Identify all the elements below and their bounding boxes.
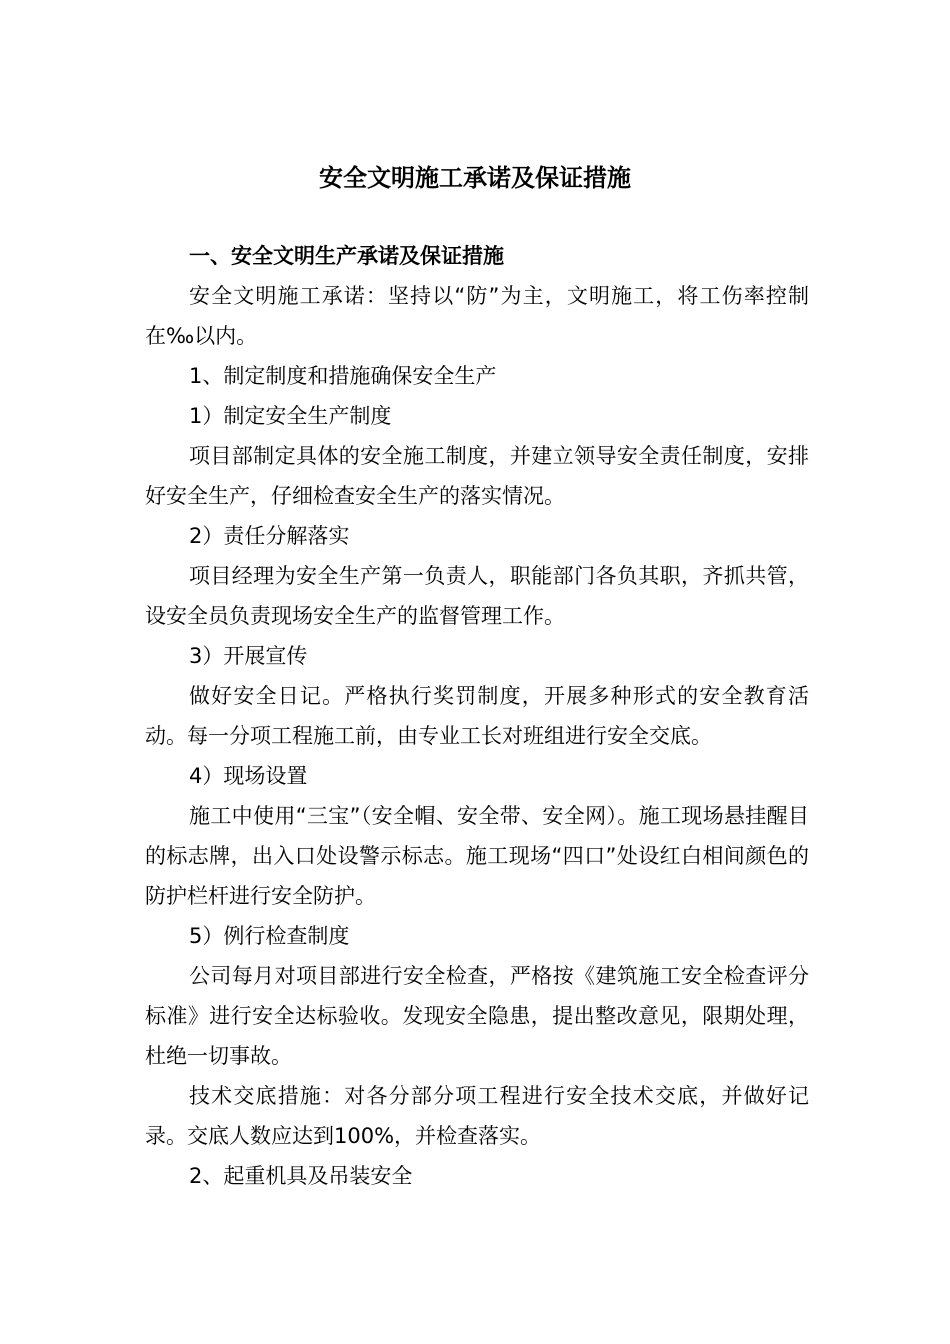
item-paragraph-4: 施工中使用“三宝”（安全帽、安全带、安全网）。施工现场悬挂醒目的标志牌，出入口处设警示标志。施工现场“四口”处设红白相间颜色的防护栏杆进行安全防护。 [145, 804, 809, 908]
item-paragraph-1: 项目部制定具体的安全施工制度，并建立领导安全责任制度，安排好安全生产，仔细检查安全生产的落实情况。 [145, 444, 809, 508]
item-paragraph-5: 公司每月对项目部进行安全检查，严格按《建筑施工安全检查评分标准》进行安全达标验收。发现安全隐患，提出整改意见，限期处理，杜绝一切事故。 [145, 964, 809, 1068]
item-heading-2: 2）责任分解落实 [189, 524, 350, 548]
item-heading-3: 3）开展宣传 [189, 644, 308, 668]
commitment-paragraph: 安全文明施工承诺：坚持以“防”为主，文明施工，将工伤率控制在‰以内。 [145, 284, 809, 348]
item-paragraph-3: 做好安全日记。严格执行奖罚制度，开展多种形式的安全教育活动。每一分项工程施工前，由专业工长对班组进行安全交底。 [145, 684, 809, 748]
document-body [145, 236, 809, 1196]
section-heading: 一、安全文明生产承诺及保证措施 [189, 244, 504, 268]
subsection-heading-1: 1、制定制度和措施确保安全生产 [189, 364, 497, 388]
subsection-heading-2: 2、起重机具及吊装安全 [189, 1164, 413, 1188]
item-heading-5: 5）例行检查制度 [189, 924, 350, 948]
item-heading-1: 1）制定安全生产制度 [189, 404, 392, 428]
technical-briefing-paragraph: 技术交底措施：对各分部分项工程进行安全技术交底，并做好记录。交底人数应达到100%，并检查落实。 [145, 1084, 809, 1148]
item-paragraph-2: 项目经理为安全生产第一负责人，职能部门各负其职，齐抓共管，设安全员负责现场安全生产的监督管理工作。 [145, 564, 809, 628]
document-title: 安全文明施工承诺及保证措施 [319, 164, 631, 192]
item-heading-4: 4）现场设置 [189, 764, 308, 788]
